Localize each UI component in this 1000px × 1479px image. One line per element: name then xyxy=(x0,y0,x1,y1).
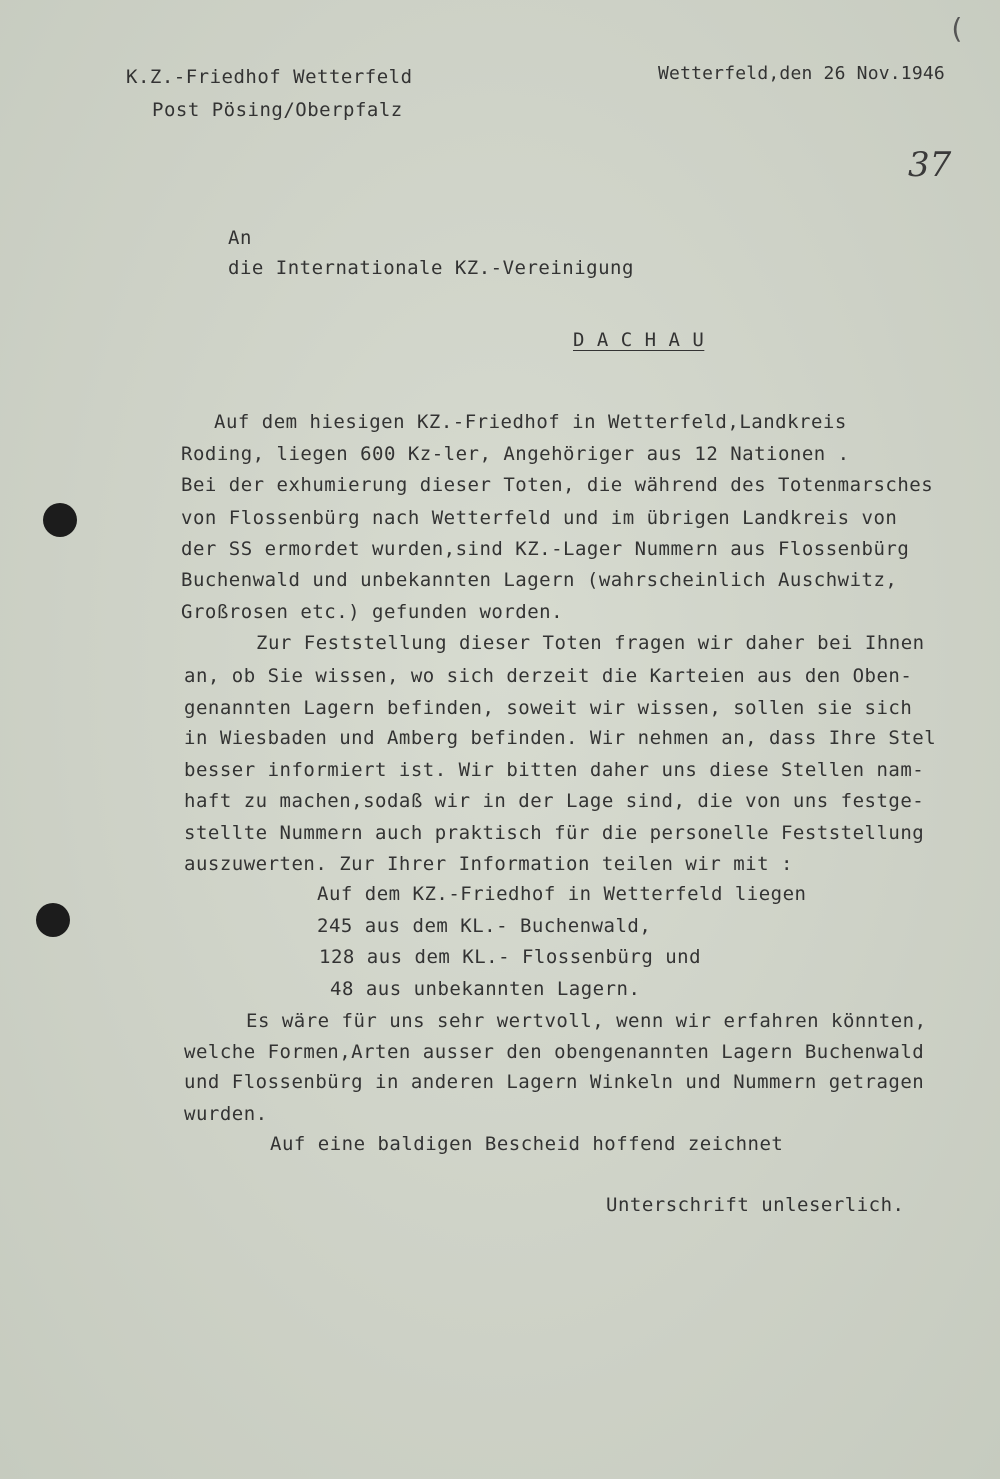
signature-note: Unterschrift unleserlich. xyxy=(606,1194,905,1216)
page-number: 37 xyxy=(908,145,952,185)
body-line: von Flossenbürg nach Wetterfeld und im übrigen Landkreis von xyxy=(181,507,898,529)
body-line: Großrosen etc.) gefunden worden. xyxy=(181,601,564,623)
body-line: in Wiesbaden und Amberg befinden. Wir nehmen an, dass Ihre Stel xyxy=(184,727,937,749)
sender-line-2: Post Pösing/Oberpfalz xyxy=(152,99,403,121)
recipient-line-1: An xyxy=(228,227,252,249)
body-line: wurden. xyxy=(184,1103,268,1125)
recipient-line-2: die Internationale KZ.-Vereinigung xyxy=(228,257,634,279)
body-line: auszuwerten. Zur Ihrer Information teilen wir mit : xyxy=(184,853,793,875)
body-line: 128 aus dem KL.- Flossenbürg und xyxy=(319,946,702,968)
body-line: besser informiert ist. Wir bitten daher uns diese Stellen nam- xyxy=(184,759,925,781)
body-line: welche Formen,Arten ausser den obengenannten Lagern Buchenwald xyxy=(184,1041,925,1063)
body-line: Auf dem KZ.-Friedhof in Wetterfeld liegen xyxy=(317,883,807,905)
punch-hole-top xyxy=(43,503,77,537)
sender-line-1: K.Z.-Friedhof Wetterfeld xyxy=(126,66,413,88)
body-line: Buchenwald und unbekannten Lagern (wahrscheinlich Auschwitz, xyxy=(181,569,898,591)
body-line: und Flossenbürg in anderen Lagern Winkeln und Nummern getragen xyxy=(184,1071,925,1093)
body-line: stellte Nummern auch praktisch für die personelle Feststellung xyxy=(184,822,925,844)
punch-hole-bottom xyxy=(36,903,70,937)
body-line: der SS ermordet wurden,sind KZ.-Lager Nummern aus Flossenbürg xyxy=(181,538,910,560)
body-line: Zur Feststellung dieser Toten fragen wir daher bei Ihnen xyxy=(256,632,925,654)
body-line: Bei der exhumierung dieser Toten, die während des Totenmarsches xyxy=(181,474,934,496)
body-line: Auf eine baldigen Bescheid hoffend zeichnet xyxy=(270,1133,784,1155)
date-line: Wetterfeld,den 26 Nov.1946 xyxy=(658,63,945,84)
recipient-city: D A C H A U xyxy=(573,329,705,351)
body-line: Auf dem hiesigen KZ.-Friedhof in Wetterfeld,Landkreis xyxy=(214,411,847,433)
body-line: Roding, liegen 600 Kz-ler, Angehöriger aus 12 Nationen . xyxy=(181,443,850,465)
body-line: 48 aus unbekannten Lagern. xyxy=(330,978,641,1000)
body-line: haft zu machen,sodaß wir in der Lage sind, die von uns festge- xyxy=(184,790,925,812)
body-line: Es wäre für uns sehr wertvoll, wenn wir erfahren könnten, xyxy=(246,1010,927,1032)
body-line: an, ob Sie wissen, wo sich derzeit die Karteien aus den Oben- xyxy=(184,665,913,687)
body-line: genannten Lagern befinden, soweit wir wissen, sollen sie sich xyxy=(184,697,913,719)
stray-mark: ( xyxy=(948,12,965,45)
body-line: 245 aus dem KL.- Buchenwald, xyxy=(317,915,652,937)
